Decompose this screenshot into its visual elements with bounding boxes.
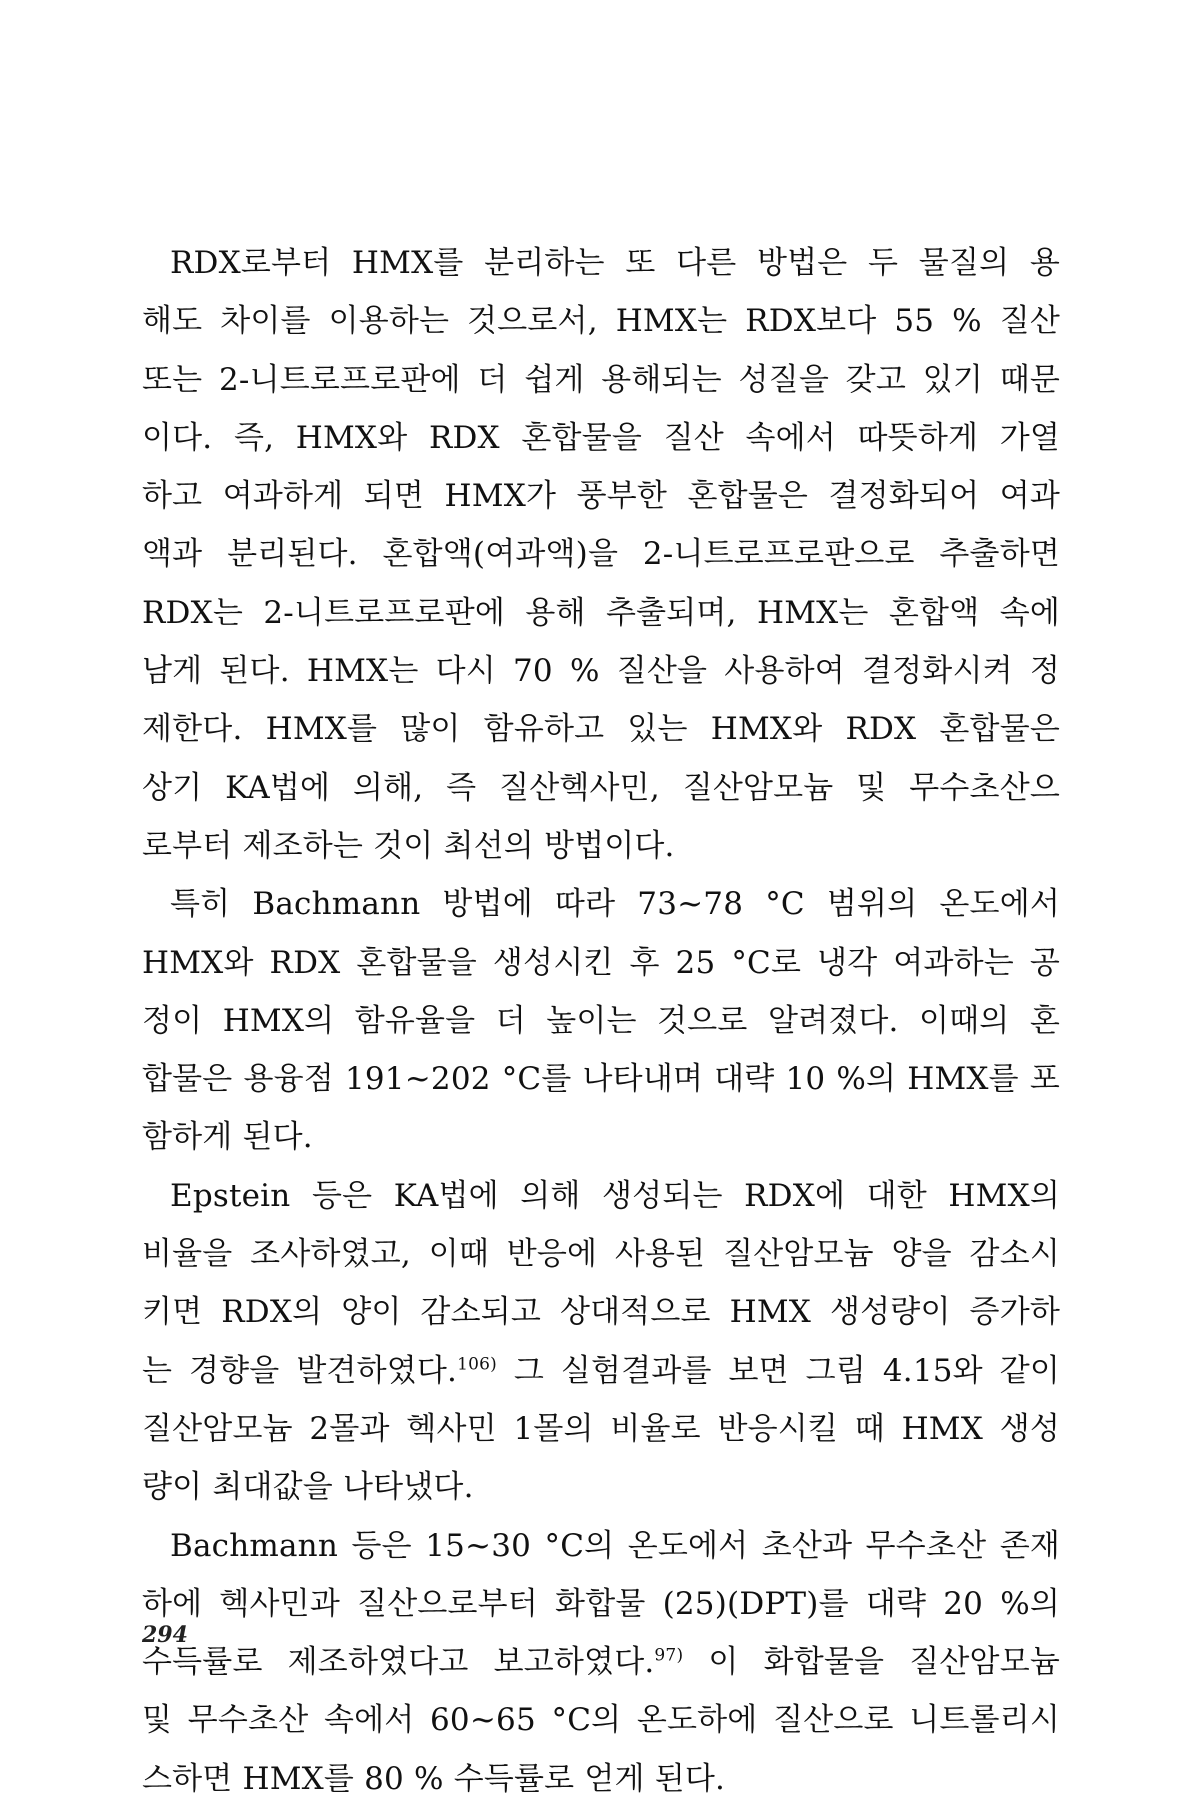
text-line-with-citation [142, 1342, 1060, 1400]
text-line-with-citation [142, 1633, 1060, 1691]
citation-superscript: 97) [654, 1645, 684, 1666]
text-segment: 그 실험결과를 보면 그림 4.15와 같이 [513, 1352, 1060, 1389]
text-line: 함하게 된다. [142, 1119, 313, 1156]
page-number: 294 [142, 1622, 188, 1648]
body-text [142, 234, 1060, 1808]
paragraph-1 [142, 234, 1060, 875]
text-segment: 수득률로 제조하였다고 보고하였다. [142, 1644, 655, 1681]
text-line: 키면 RDX의 양이 감소되고 상대적으로 HMX 생성량이 증가하 [142, 1294, 1060, 1331]
text-line: 하고 여과하게 되면 HMX가 풍부한 혼합물은 결정화되어 여과 [142, 478, 1060, 515]
text-line: 이다. 즉, HMX와 RDX 혼합물을 질산 속에서 따뜻하게 가열 [142, 419, 1060, 456]
citation-superscript: 106) [457, 1354, 498, 1375]
text-segment: 는 경향을 발견하였다. [142, 1352, 458, 1389]
text-line: 해도 차이를 이용하는 것으로서, HMX는 RDX보다 55 % 질산 [142, 303, 1060, 340]
text-line: RDX로부터 HMX를 분리하는 또 다른 방법은 두 물질의 용 [170, 245, 1060, 281]
text-line: 제한다. HMX를 많이 함유하고 있는 HMX와 RDX 혼합물은 [142, 711, 1060, 748]
text-line: 스하면 HMX를 80 % 수득률로 얻게 된다. [142, 1760, 726, 1797]
text-line: Bachmann 등은 15~30 °C의 온도에서 초산과 무수초산 존재 [170, 1527, 1060, 1564]
text-line: 또는 2-니트로프로판에 더 쉽게 용해되는 성질을 갖고 있기 때문 [142, 361, 1060, 398]
text-line: 합물은 용융점 191~202 °C를 나타내며 대략 10 %의 HMX를 포 [142, 1061, 1060, 1098]
text-line: 및 무수초산 속에서 60~65 °C의 온도하에 질산으로 니트롤리시 [142, 1702, 1060, 1739]
text-line: Epstein 등은 KA법에 의해 생성되는 RDX에 대한 HMX의 [170, 1177, 1060, 1214]
text-line: 질산암모늄 2몰과 헥사민 1몰의 비율로 반응시킬 때 HMX 생성 [142, 1410, 1060, 1447]
text-line: 하에 헥사민과 질산으로부터 화합물 (25)(DPT)를 대략 20 %의 [142, 1585, 1060, 1622]
text-line: 특히 Bachmann 방법에 따라 73~78 °C 범위의 온도에서 [170, 886, 1060, 923]
paragraph-2 [142, 875, 1060, 1166]
text-line: RDX는 2-니트로프로판에 용해 추출되며, HMX는 혼합액 속에 [142, 594, 1060, 631]
text-line: 액과 분리된다. 혼합액(여과액)을 2-니트로프로판으로 추출하면 [142, 536, 1060, 573]
text-line: 로부터 제조하는 것이 최선의 방법이다. [142, 827, 675, 864]
text-line: 정이 HMX의 함유율을 더 높이는 것으로 알려졌다. 이때의 혼 [142, 1002, 1060, 1039]
text-line: 비율을 조사하였고, 이때 반응에 사용된 질산암모늄 양을 감소시 [142, 1236, 1060, 1273]
text-segment: 이 화합물을 질산암모늄 [708, 1644, 1060, 1681]
paragraph-3 [142, 1167, 1060, 1517]
text-line: 상기 KA법에 의해, 즉 질산헥사민, 질산암모늄 및 무수초산으 [142, 769, 1060, 806]
text-line: HMX와 RDX 혼합물을 생성시킨 후 25 °C로 냉각 여과하는 공 [142, 944, 1060, 981]
text-line: 남게 된다. HMX는 다시 70 % 질산을 사용하여 결정화시켜 정 [142, 653, 1060, 690]
text-line: 량이 최대값을 나타냈다. [142, 1469, 474, 1506]
paragraph-4 [142, 1517, 1060, 1808]
